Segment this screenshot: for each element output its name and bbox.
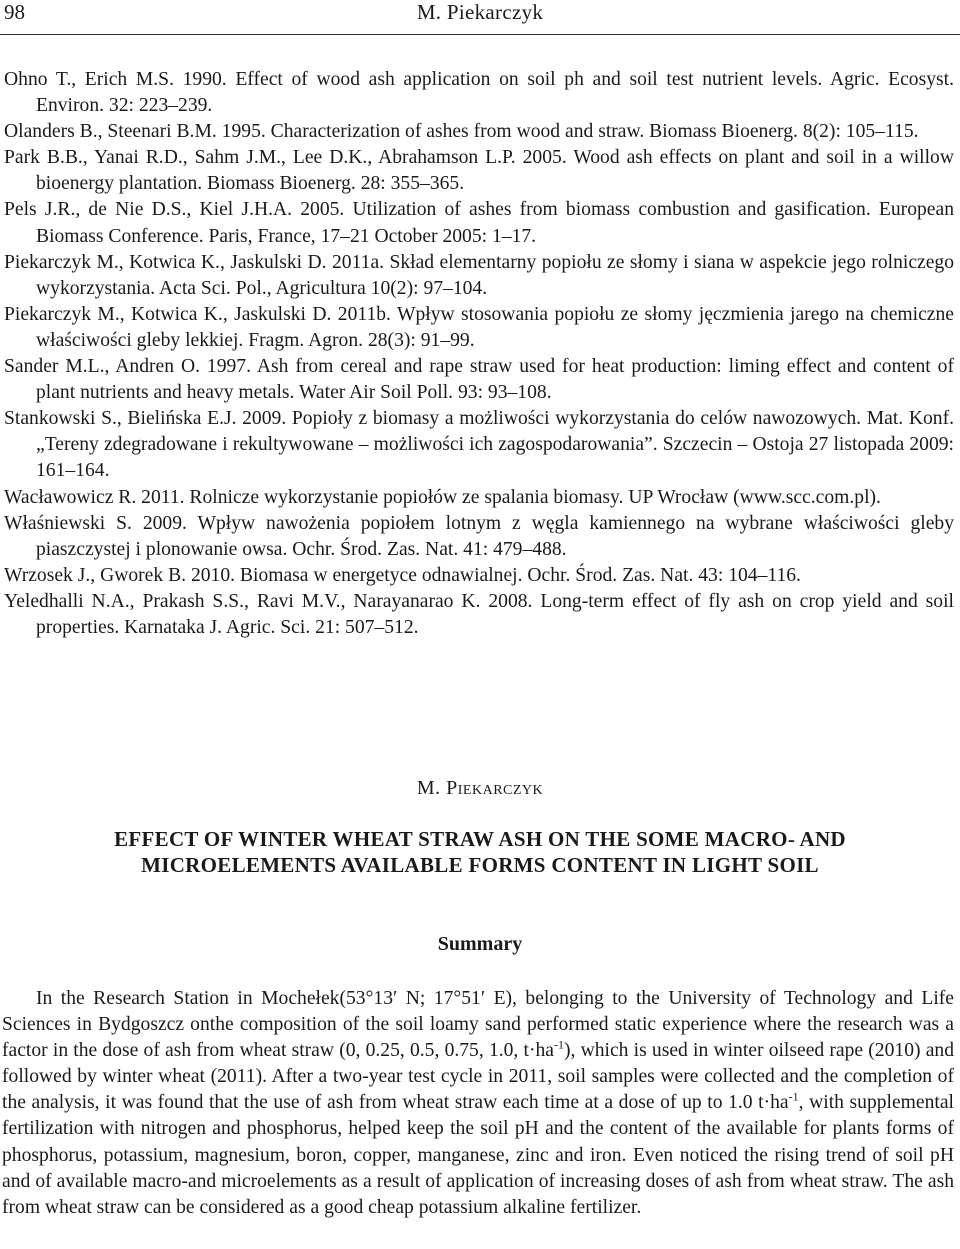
running-head: M. Piekarczyk — [416, 0, 544, 24]
abstract-title — [60, 826, 900, 878]
page-header — [0, 0, 960, 28]
author-initial: M. — [416, 777, 441, 799]
reference-item: Olanders B., Steenari B.M. 1995. Characterization of ashes from wood and straw. Biomass Bioenerg. 8(2): 105–115. — [4, 121, 919, 143]
author-surname: Piekarczyk — [446, 777, 544, 799]
reference-item: Piekarczyk M., Kotwica K., Jaskulski D. 2011b. Wpływ stosowania popiołu ze słomy jęczmienia jarego na chemiczne właściwości gleby lekkiej. Fragm. Agron. 28(3): 91–99. — [4, 303, 954, 351]
title-line-2: MICROELEMENTS AVAILABLE FORMS CONTENT IN LIGHT SOIL — [141, 853, 819, 877]
reference-item: Stankowski S., Bielińska E.J. 2009. Popioły z biomasy a możliwości wykorzystania do celów nawozowych. Mat. Konf. „Tereny zdegradowane i rekultywowane – możliwości ich zagospodarowania”. Szczecin – Ostoja 27 listopada 2009: 161–164. — [4, 408, 954, 482]
reference-item: Właśniewski S. 2009. Wpływ nawożenia popiołem lotnym z węgla kamiennego na wybrane właściwości gleby piaszczystej i plonowanie owsa. Ochr. Środ. Zas. Nat. 41: 479–488. — [4, 512, 954, 560]
reference-item: Wrzosek J., Gworek B. 2010. Biomasa w energetyce odnawialnej. Ochr. Środ. Zas. Nat. 43: 104–116. — [4, 564, 801, 586]
reference-item: Pels J.R., de Nie D.S., Kiel J.H.A. 2005. Utilization of ashes from biomass combustion and gasification. European Biomass Conference. Paris, France, 17–21 October 2005: 1–17. — [4, 199, 954, 247]
reference-item: Ohno T., Erich M.S. 1990. Effect of wood ash application on soil ph and soil test nutrient levels. Agric. Ecosyst. Environ. 32: 223–239. — [4, 69, 954, 117]
summary-text-part-1: In the Research Station in Mochełek(53°13′ N; 17°51′ E), belonging to the University of Technology and Life Sciences in Bydgoszcz onthe composition of the soil loamy sand performed static experience where the research was a factor in the dose of ash from wheat straw (0, 0.25, 0.5, 0.75, 1.0, t·ha — [2, 988, 954, 1062]
reference-item: Sander M.L., Andren O. 1997. Ash from cereal and rape straw used for heat production: liming effect and content of plant nutrients and heavy metals. Water Air Soil Poll. 93: 93–108. — [4, 356, 954, 404]
page-number: 98 — [4, 0, 25, 24]
title-line-1: EFFECT OF WINTER WHEAT STRAW ASH ON THE SOME MACRO- AND — [114, 827, 846, 851]
summary-superscript-2: -1 — [788, 1089, 799, 1104]
reference-item: Wacławowicz R. 2011. Rolnicze wykorzystanie popiołów ze spalania biomasy. UP Wrocław (www.scc.com.pl). — [4, 486, 881, 508]
summary-text-part-2: ), which is used in winter oilseed rape (2010) and followed by winter wheat (2011). After a two-year test cycle in 2011, soil samples were collected and the completion of the analysis, it was found that the use of ash from wheat straw each time at a dose of up to 1.0 t·ha — [2, 1040, 954, 1114]
reference-item: Park B.B., Yanai R.D., Sahm J.M., Lee D.K., Abrahamson L.P. 2005. Wood ash effects on plant and soil in a willow bioenergy plantation. Biomass Bioenerg. 28: 355–365. — [4, 147, 954, 195]
summary-text-part-3: , with supplemental fertilization with nitrogen and phosphorus, helped keep the soil pH and the content of the available for plants forms of phosphorus, potassium, magnesium, boron, copper, manganese, zinc and iron. Even noticed the rising trend of soil pH and of available macro-and microelements as a result of application of increasing doses of ash from wheat straw. The ash from wheat straw can be considered as a good cheap potassium alkaline fertilizer. — [2, 1092, 954, 1218]
reference-item: Yeledhalli N.A., Prakash S.S., Ravi M.V., Narayanarao K. 2008. Long-term effect of fly ash on crop yield and soil properties. Karnataka J. Agric. Sci. 21: 507–512. — [4, 590, 954, 638]
summary-heading: Summary — [437, 933, 523, 955]
reference-item: Piekarczyk M., Kotwica K., Jaskulski D. 2011a. Skład elementarny popiołu ze słomy i siana w aspekcie jego rolniczego wykorzystania. Acta Sci. Pol., Agricultura 10(2): 97–104. — [4, 251, 954, 299]
header-rule — [0, 34, 960, 35]
summary-paragraph — [2, 986, 954, 1221]
summary-superscript-1: -1 — [553, 1037, 564, 1052]
reference-list — [4, 67, 954, 641]
abstract-author — [0, 775, 960, 801]
